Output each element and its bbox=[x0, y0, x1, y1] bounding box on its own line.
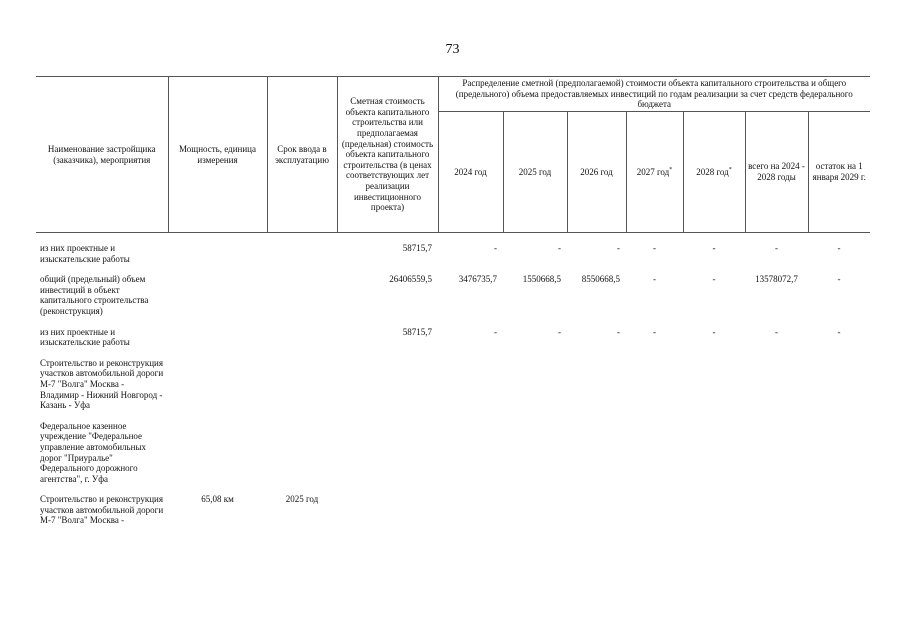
row-2025: 1550668,5 bbox=[522, 274, 561, 285]
header-term: Срок ввода в эксплуатацию bbox=[267, 77, 337, 233]
row-rest bbox=[808, 358, 870, 411]
year-mark: * bbox=[669, 166, 673, 173]
header-distribution: Распределение сметной (предполагаемой) стоимости объекта капитального строительства и общего (предельного) объема предоставляемых инвестиций по годам реализации за счет средств федерального бюджета bbox=[438, 77, 870, 112]
row-2025 bbox=[503, 421, 567, 485]
row-2027 bbox=[626, 358, 683, 411]
row-2026 bbox=[567, 494, 626, 526]
row-rest: - bbox=[837, 274, 841, 285]
header-year bbox=[626, 112, 683, 233]
row-name: из них проектные и изыскательские работы bbox=[40, 243, 130, 264]
row-total: 13578072,7 bbox=[755, 274, 798, 285]
row-2025 bbox=[503, 494, 567, 526]
investment-table bbox=[36, 76, 870, 536]
row-name: из них проектные и изыскательские работы bbox=[40, 326, 130, 348]
table-row bbox=[36, 494, 870, 526]
row-rest bbox=[808, 421, 870, 485]
table-row bbox=[36, 421, 870, 485]
year-label: 2025 год bbox=[518, 166, 552, 177]
row-2024 bbox=[438, 421, 503, 485]
row-rest: - bbox=[837, 243, 841, 253]
row-2027: - bbox=[653, 274, 656, 285]
row-term bbox=[267, 243, 337, 264]
year-label: 2027 год bbox=[636, 166, 670, 177]
row-term bbox=[267, 358, 337, 411]
table-body bbox=[36, 233, 870, 537]
table-row bbox=[36, 243, 870, 264]
header-total: всего на 2024 - 2028 годы bbox=[745, 112, 808, 233]
row-estimate: 26406559,5 bbox=[389, 274, 432, 285]
row-2026: - bbox=[617, 326, 620, 337]
row-2025 bbox=[503, 358, 567, 411]
table-row bbox=[36, 274, 870, 316]
row-2027 bbox=[626, 494, 683, 526]
row-2027: - bbox=[653, 326, 656, 337]
row-term bbox=[267, 274, 337, 316]
row-2028 bbox=[683, 358, 745, 411]
page-number: 73 bbox=[445, 42, 460, 57]
row-term bbox=[267, 327, 337, 348]
row-capacity: 65,08 км bbox=[201, 494, 234, 505]
row-2028: - bbox=[712, 274, 716, 285]
row-name: Федеральное казенное учреждение "Федеральное управление автомобильных дорог "Приуралье" Федерального дорожного агентства", г. Уфа bbox=[40, 420, 147, 484]
row-total bbox=[745, 494, 808, 526]
row-estimate: 58715,7 bbox=[402, 326, 432, 337]
row-capacity bbox=[168, 358, 267, 411]
header-year bbox=[683, 112, 745, 233]
header-name: Наименование застройщика (заказчика), мероприятия bbox=[36, 77, 168, 233]
row-total bbox=[745, 358, 808, 411]
row-estimate bbox=[337, 494, 438, 526]
row-capacity bbox=[168, 421, 267, 485]
row-estimate bbox=[337, 358, 438, 411]
row-capacity bbox=[168, 274, 267, 316]
header-year bbox=[567, 112, 626, 233]
header-rest: остаток на 1 января 2029 г. bbox=[808, 112, 870, 233]
row-2027 bbox=[626, 421, 683, 485]
row-2027: - bbox=[653, 243, 656, 253]
row-term bbox=[267, 421, 337, 485]
row-2024: - bbox=[494, 243, 497, 253]
row-2028 bbox=[683, 421, 745, 485]
header-capacity: Мощность, единица измерения bbox=[168, 77, 267, 233]
row-2028: - bbox=[712, 243, 716, 253]
row-2026: 8550668,5 bbox=[581, 274, 620, 285]
row-term: 2025 год bbox=[285, 494, 319, 505]
header-year bbox=[438, 112, 503, 233]
row-2028 bbox=[683, 494, 745, 526]
row-2028: - bbox=[712, 326, 716, 337]
year-label: 2024 год bbox=[454, 166, 487, 177]
row-estimate bbox=[337, 421, 438, 485]
row-name: Строительство и реконструкция участков автомобильной дороги М-7 "Волга" Москва - bbox=[40, 494, 164, 526]
row-2026: - bbox=[617, 243, 620, 253]
year-label: 2026 год bbox=[580, 166, 613, 177]
row-name: общий (предельный) объем инвестиций в объект капитального строительства (реконструкция) bbox=[40, 274, 149, 316]
row-rest: - bbox=[837, 326, 841, 337]
row-total: - bbox=[775, 243, 778, 253]
header-estimate: Сметная стоимость объекта капитального строительства или предполагаемая (предельная) стоимость объекта капитального строительства (в ценах соответствующих лет реализации инвестиционного проекта) bbox=[337, 77, 438, 233]
row-2024 bbox=[438, 358, 503, 411]
row-2024 bbox=[438, 494, 503, 526]
row-2026 bbox=[567, 421, 626, 485]
row-2025: - bbox=[558, 243, 561, 253]
row-2024: 3476735,7 bbox=[458, 274, 497, 285]
year-mark: * bbox=[728, 166, 732, 173]
row-total: - bbox=[775, 326, 778, 337]
table-row bbox=[36, 327, 870, 348]
year-label: 2028 год bbox=[696, 166, 729, 177]
table-header bbox=[36, 77, 870, 233]
header-year bbox=[503, 112, 567, 233]
row-capacity bbox=[168, 327, 267, 348]
table-row bbox=[36, 358, 870, 411]
row-2024: - bbox=[494, 326, 497, 337]
row-2025: - bbox=[558, 326, 561, 337]
row-rest bbox=[808, 494, 870, 526]
row-estimate: 58715,7 bbox=[402, 243, 432, 253]
row-capacity bbox=[168, 243, 267, 264]
row-name: Строительство и реконструкция участков автомобильной дороги М-7 "Волга" Москва - Владимир - Нижний Новгород - Казань - Уфа bbox=[40, 357, 164, 411]
row-total bbox=[745, 421, 808, 485]
row-2026 bbox=[567, 358, 626, 411]
